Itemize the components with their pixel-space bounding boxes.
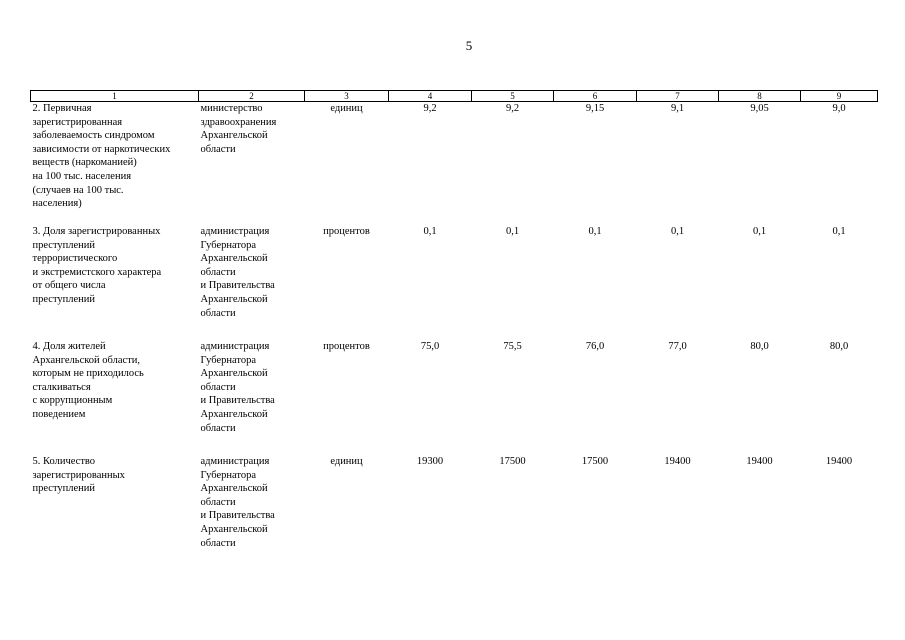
value-cell: 19400 (746, 456, 773, 467)
column-number: 8 (719, 91, 801, 102)
value-cell: 9,0 (832, 103, 846, 114)
value-cell: 76,0 (585, 341, 605, 352)
value-cell: 9,2 (505, 103, 520, 114)
value-cell: 0,1 (588, 226, 602, 237)
value-cell: 19300 (416, 456, 444, 467)
column-number: 6 (554, 91, 637, 102)
value-cell: 9,05 (750, 103, 769, 114)
table-row (31, 102, 878, 226)
value-cell: 0,1 (752, 226, 767, 237)
value-cell: 75,5 (503, 341, 522, 352)
value-cell: 19400 (664, 456, 691, 467)
column-number: 3 (305, 91, 389, 102)
value-cell: 75,0 (420, 341, 440, 352)
responsible-body: администрация Губернатора Архангельской области и Правительства Архангельской области (200, 226, 275, 319)
indicators-table (30, 90, 878, 555)
value-cell: 0,1 (505, 226, 520, 237)
value-cell: 9,1 (670, 103, 685, 114)
indicator-name: 4. Доля жителей Архангельской области, которым не приходилось сталкиваться с коррупционным поведением (32, 341, 144, 420)
responsible-body: администрация Губернатора Архангельской области и Правительства Архангельской области (200, 341, 275, 434)
column-number: 9 (801, 91, 878, 102)
indicator-name: 5. Количество зарегистрированных преступлений (32, 456, 125, 495)
value-cell: 80,0 (829, 341, 849, 352)
value-cell: 80,0 (750, 341, 769, 352)
column-number: 5 (472, 91, 554, 102)
value-cell: 0,1 (670, 226, 685, 237)
table-row (31, 340, 878, 455)
column-number: 7 (637, 91, 719, 102)
unit: процентов (323, 226, 370, 237)
unit: процентов (323, 341, 370, 352)
table-row (31, 455, 878, 555)
value-cell: 0,1 (832, 226, 846, 237)
indicator-name: 3. Доля зарегистрированных преступлений террористического и экстремистского характера от общего числа преступлений (32, 226, 162, 305)
value-cell: 9,2 (423, 103, 437, 114)
page-number: 5 (465, 38, 473, 53)
column-number: 4 (389, 91, 472, 102)
value-cell: 17500 (581, 456, 609, 467)
column-number-row (31, 91, 878, 102)
responsible-body: министерство здравоохранения Архангельской области (200, 103, 277, 155)
value-cell: 19400 (825, 456, 853, 467)
column-number: 2 (199, 91, 305, 102)
unit: единиц (330, 456, 363, 467)
column-number: 1 (31, 91, 199, 102)
responsible-body: администрация Губернатора Архангельской области и Правительства Архангельской области (200, 456, 275, 549)
value-cell: 0,1 (423, 226, 437, 237)
indicator-name: 2. Первичная зарегистрированная заболеваемость синдромом зависимости от наркотических веществ (наркоманией) на 100 тыс. населения (случаев на 100 тыс. населения) (32, 103, 171, 210)
table-row (31, 225, 878, 340)
unit: единиц (330, 103, 363, 114)
value-cell: 9,15 (585, 103, 605, 114)
value-cell: 17500 (499, 456, 526, 467)
table-header (31, 91, 878, 102)
value-cell: 77,0 (668, 341, 687, 352)
